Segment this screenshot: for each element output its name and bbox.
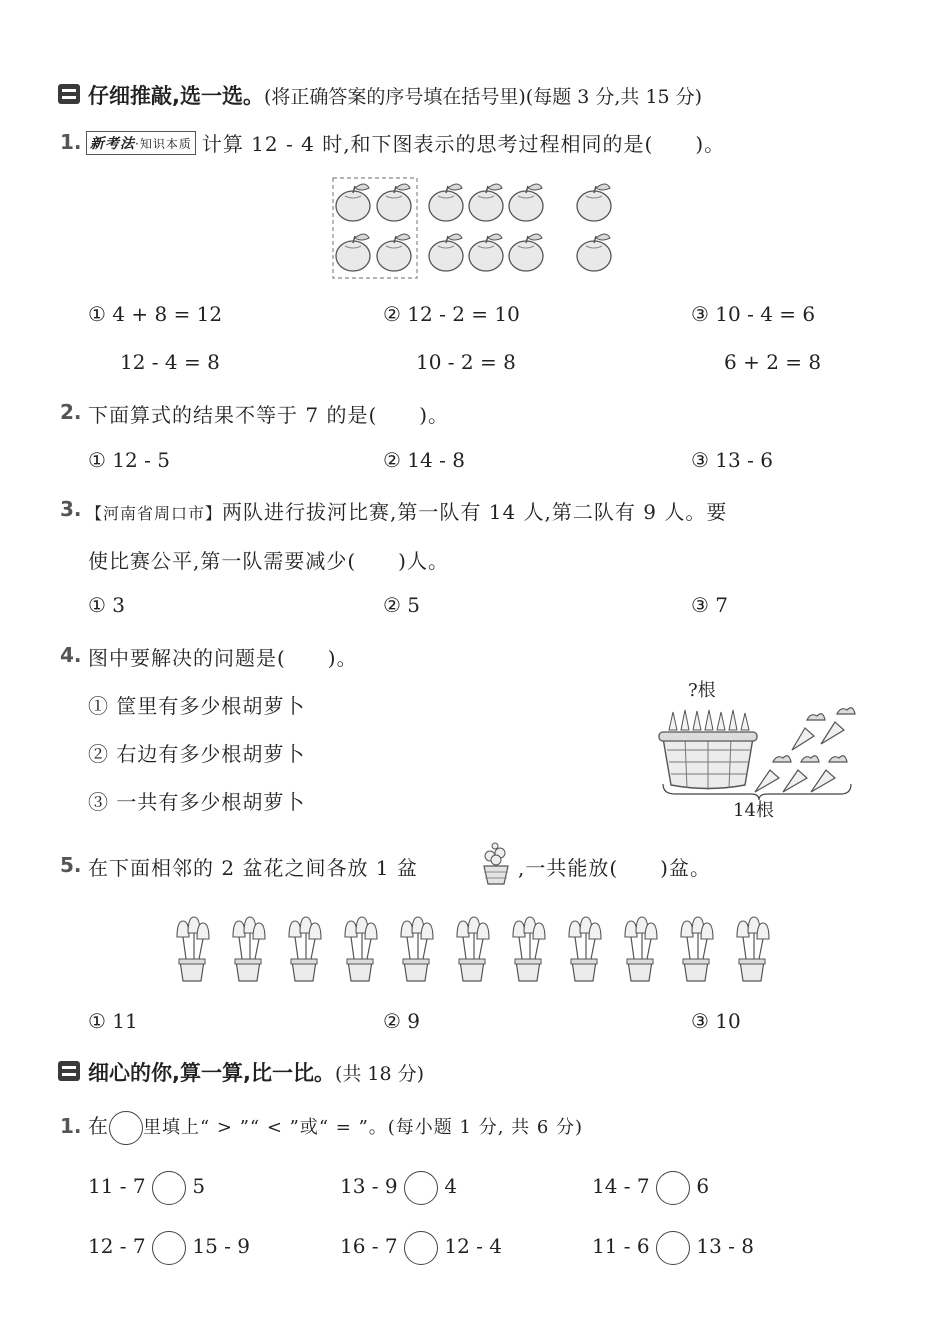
q4-option1: ① 筐里有多少根胡萝卜 — [88, 694, 306, 718]
q2-option2: ② 14 - 8 — [383, 448, 465, 472]
compare-r1c3: 14 - 7 6 — [592, 1168, 709, 1205]
q1-option1-line1: ① 4 + 8 = 12 — [88, 302, 223, 326]
compare-r2c2: 16 - 7 12 - 4 — [340, 1228, 502, 1265]
q1-text: 新考法·知识本质 计算 12 - 4 时,和下图表示的思考过程相同的是( )。 — [86, 128, 725, 157]
apple-icon — [429, 184, 463, 221]
apple-icon — [377, 234, 411, 271]
region-tag: 【河南省周口市】 — [86, 504, 223, 523]
apple-icon — [336, 234, 370, 271]
q3-text-line1: 【河南省周口市】两队进行拔河比赛,第一队有 14 人,第二队有 9 人。要 — [86, 500, 728, 524]
apple-icon — [509, 234, 543, 271]
q4-unknown-label: ?根 — [688, 680, 716, 701]
apple-icon — [577, 184, 611, 221]
section2-title: 细心的你,算一算,比一比。(共 18 分) — [88, 1061, 425, 1085]
section1-note: (将正确答案的序号填在括号里)(每题 3 分,共 15 分) — [263, 86, 703, 108]
q1-number: 1. — [60, 130, 82, 154]
apple-icon — [577, 234, 611, 271]
small-flowerpot-icon — [476, 840, 516, 888]
blank-circle — [109, 1111, 143, 1145]
q4-total-label: 14根 — [733, 800, 774, 821]
basket-icon — [659, 710, 757, 790]
answer-circle[interactable] — [656, 1231, 690, 1265]
apple-icon — [469, 184, 503, 221]
apples-figure — [328, 172, 620, 282]
carrots-figure — [655, 700, 865, 800]
q1-option1-line2: 12 - 4 = 8 — [120, 350, 220, 374]
q4-option3: ③ 一共有多少根胡萝卜 — [88, 790, 306, 814]
q1-option3-line2: 6 + 2 = 8 — [724, 350, 822, 374]
apple-icon — [377, 184, 411, 221]
q2-option1: ① 12 - 5 — [88, 448, 170, 472]
compare-r1c2: 13 - 9 4 — [340, 1168, 457, 1205]
q5-option3: ③ 10 — [691, 1009, 741, 1033]
answer-circle[interactable] — [152, 1231, 186, 1265]
q5-option2: ② 9 — [383, 1009, 421, 1033]
compare-r2c3: 11 - 6 13 - 8 — [592, 1228, 754, 1265]
q1-option2-line2: 10 - 2 = 8 — [416, 350, 516, 374]
answer-circle[interactable] — [152, 1171, 186, 1205]
q5-text-a: 在下面相邻的 2 盆花之间各放 1 盆 — [88, 856, 418, 880]
q3-option1: ① 3 — [88, 593, 126, 617]
section-icon — [58, 1061, 80, 1081]
q1-option3-line1: ③ 10 - 4 = 6 — [691, 302, 816, 326]
q5-text-b: ,一共能放( )盆。 — [518, 856, 711, 880]
q2-number: 2. — [60, 400, 82, 424]
flowerpots-row — [170, 915, 780, 987]
compare-r1c1: 11 - 7 5 — [88, 1168, 205, 1205]
apple-icon — [336, 184, 370, 221]
q5-number: 5. — [60, 853, 82, 877]
carrot-icon — [755, 708, 855, 792]
q3-number: 3. — [60, 497, 82, 521]
q4-text: 图中要解决的问题是( )。 — [88, 646, 358, 670]
q3-text-line2: 使比赛公平,第一队需要减少( )人。 — [88, 549, 449, 573]
section-icon — [58, 84, 80, 104]
q4-option2: ② 右边有多少根胡萝卜 — [88, 742, 306, 766]
answer-circle[interactable] — [656, 1171, 690, 1205]
q3-option2: ② 5 — [383, 593, 421, 617]
section1-title: 仔细推敲,选一选。(将正确答案的序号填在括号里)(每题 3 分,共 15 分) — [88, 84, 703, 108]
q2-text: 下面算式的结果不等于 7 的是( )。 — [88, 403, 450, 427]
answer-circle[interactable] — [404, 1231, 438, 1265]
q3-option3: ③ 7 — [691, 593, 729, 617]
new-exam-tag: 新考法·知识本质 — [86, 131, 196, 155]
q4-number: 4. — [60, 643, 82, 667]
answer-circle[interactable] — [404, 1171, 438, 1205]
q1-option2-line1: ② 12 - 2 = 10 — [383, 302, 520, 326]
apple-icon — [509, 184, 543, 221]
apple-icon — [469, 234, 503, 271]
section2-note: (共 18 分) — [334, 1063, 425, 1085]
apple-icon — [429, 234, 463, 271]
q2-option3: ③ 13 - 6 — [691, 448, 773, 472]
compare-r2c1: 12 - 7 15 - 9 — [88, 1228, 250, 1265]
s2q1-text: 在 里填上“ > ”“ < ”或“ = ”。(每小题 1 分, 共 6 分) — [88, 1108, 583, 1146]
q5-option1: ① 11 — [88, 1009, 138, 1033]
s2q1-number: 1. — [60, 1114, 82, 1138]
